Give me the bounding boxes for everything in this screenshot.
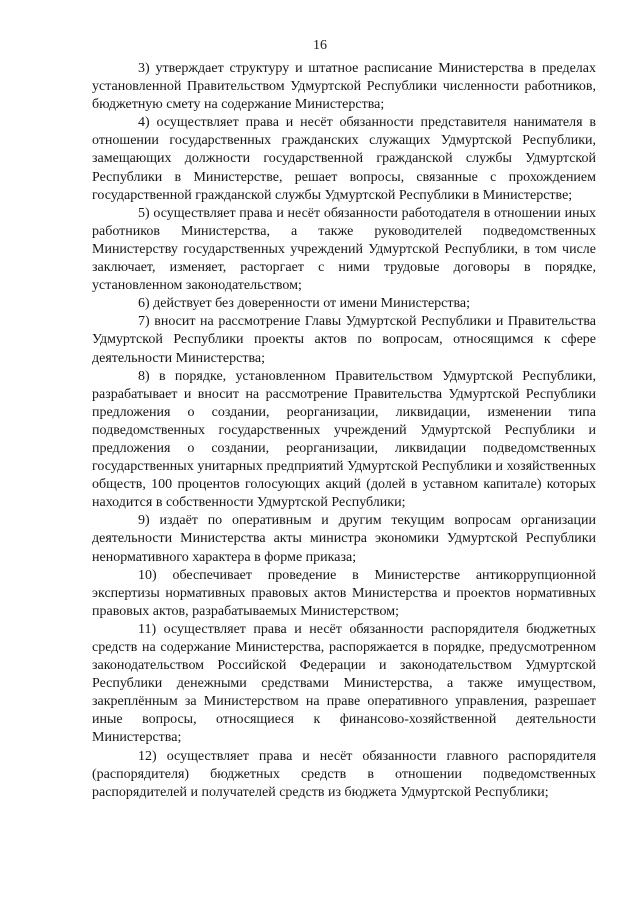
- item-number: 10): [138, 567, 157, 583]
- item-text: обеспечивает проведение в Министерстве антикоррупционной экспертизы нормативных правовых актов Министерства и проектов нормативных правовых актов, разрабатываемых Министерством;: [92, 567, 596, 619]
- item-number: 6): [138, 296, 150, 312]
- list-item: [92, 295, 596, 313]
- item-text: осуществляет права и несёт обязанности работодателя в отношении иных работников Министерства, а также руководителей подведомственных Министерству государственных учреждений Удмуртской Республики, в том числе заключает, изменяет, расторгает с ними трудовые договоры в порядке, установленном законодательством;: [92, 205, 597, 294]
- list-item: [92, 60, 596, 114]
- item-number: 11): [138, 621, 157, 637]
- list-item: [92, 567, 596, 621]
- item-number: 8): [138, 368, 150, 384]
- item-text: в порядке, установленном Правительством Удмуртской Республики, разрабатывает и вносит на рассмотрение Правительства Удмуртской Республики предложения о создании, реорганизации, ликвидации, изменении типа подведомственных государственных учреждений Удмуртской Республики и предложения о создании, реорганизации, ликвидации подведомственных государственных унитарных предприятий Удмуртской Республики и хозяйственных обществ, 100 процентов голосующих акций (долей в уставном капитале) которых находится в собственности Удмуртской Республики;: [92, 368, 596, 511]
- item-text: утверждает структуру и штатное расписание Министерства в пределах установленной Правительством Удмуртской Республики численности работников, бюджетную смету на содержание Министерства;: [92, 61, 596, 113]
- list-item: [92, 621, 596, 748]
- list-item: [92, 205, 596, 295]
- item-text: действует без доверенности от имени Министерства;: [153, 296, 471, 312]
- document-body: [92, 60, 596, 802]
- list-item: [92, 313, 596, 367]
- item-text: издаёт по оперативным и другим текущим вопросам организации деятельности Министерства акты министра экономики Удмуртской Республики ненормативного характера в форме приказа;: [92, 513, 596, 565]
- item-number: 3): [138, 61, 150, 76]
- list-item: [92, 114, 596, 204]
- page-number: 16: [313, 38, 327, 53]
- item-text: осуществляет права и несёт обязанности представителя нанимателя в отношении государственных гражданских служащих Удмуртской Республики, замещающих должности государственной гражданской службы Удмуртской Республики в Министерстве, решает вопросы, связанные с прохождением государственной гражданской службы Удмуртской Республики в Министерстве;: [92, 115, 597, 203]
- item-number: 9): [138, 513, 150, 529]
- item-number: 12): [138, 748, 157, 764]
- list-item: [92, 748, 596, 802]
- list-item: [92, 512, 596, 566]
- item-text: вносит на рассмотрение Главы Удмуртской Республики и Правительства Удмуртской Республики проекты актов по вопросам, относящимся к сфере деятельности Министерства;: [92, 314, 597, 366]
- item-number: 5): [138, 205, 150, 221]
- item-text: осуществляет права и несёт обязанности главного распорядителя (распорядителя) бюджетных средств в отношении подведомственных распорядителей и получателей средств из бюджета Удмуртской Республики;: [92, 748, 597, 800]
- list-item: [92, 368, 596, 513]
- item-text: осуществляет права и несёт обязанности распорядителя бюджетных средств на содержание Министерства, распоряжается в порядке, предусмотренном законодательством Российской Федерации и законодательством Удмуртской Республики денежными средствами Министерства, а также имуществом, закреплённым за Министерством на праве оперативного управления, разрешает иные вопросы, относящиеся к финансово-хозяйственной деятельности Министерства;: [92, 621, 596, 746]
- item-number: 7): [138, 314, 150, 330]
- item-number: 4): [138, 115, 150, 131]
